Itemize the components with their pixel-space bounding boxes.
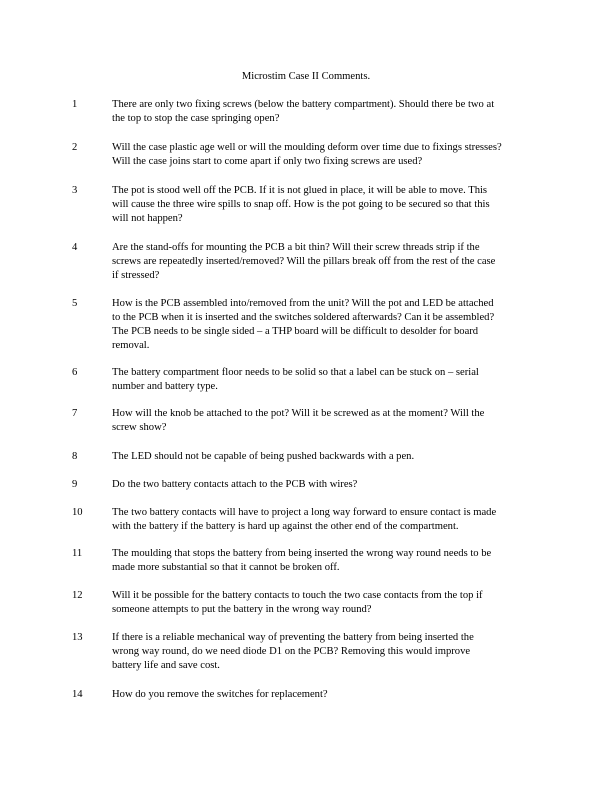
- item-line: wrong way round, do we need diode D1 on the PCB? Removing this would improve: [112, 646, 471, 657]
- item-number: 11: [72, 548, 83, 559]
- item-line: the top to stop the case springing open?: [112, 113, 280, 124]
- item-line: removal.: [112, 340, 150, 351]
- item-line: How will the knob be attached to the pot? Will it be screwed as at the moment? Will the: [112, 408, 485, 419]
- item-number: 6: [72, 367, 78, 378]
- item-line: The battery compartment floor needs to be solid so that a label can be stuck on – serial: [112, 367, 479, 378]
- item-line: How do you remove the switches for replacement?: [112, 689, 328, 700]
- item-number: 3: [72, 185, 78, 196]
- item-line: if stressed?: [112, 270, 160, 281]
- item-line: Will it be possible for the battery contacts to touch the two case contacts from the top if: [112, 590, 483, 601]
- item-text: [112, 631, 542, 673]
- item-line: Are the stand-offs for mounting the PCB a bit thin? Will their screw threads strip if the: [112, 242, 480, 253]
- item-text: [112, 547, 542, 575]
- item-line: The pot is stood well off the PCB. If it is not glued in place, it will be able to move. This: [112, 185, 488, 196]
- item-text: [112, 366, 542, 394]
- item-number: 10: [72, 507, 83, 518]
- item-line: battery life and save cost.: [112, 660, 220, 671]
- item-number: 5: [72, 298, 78, 309]
- item-text: [112, 506, 542, 534]
- item-line: someone attempts to put the battery in the wrong way round?: [112, 604, 372, 615]
- item-number: 12: [72, 590, 83, 601]
- item-number: 7: [72, 408, 78, 419]
- item-line: How is the PCB assembled into/removed from the unit? Will the pot and LED be attached: [112, 298, 494, 309]
- document-title: Microstim Case II Comments.: [241, 71, 371, 82]
- item-text: [112, 141, 542, 169]
- item-line: made more substantial so that it cannot be broken off.: [112, 562, 340, 573]
- item-number: 14: [72, 689, 83, 700]
- item-line: If there is a reliable mechanical way of preventing the battery from being inserted the: [112, 632, 474, 643]
- item-line: The two battery contacts will have to project a long way forward to ensure contact is made: [112, 507, 497, 518]
- item-number: 4: [72, 242, 78, 253]
- item-line: There are only two fixing screws (below the battery compartment). Should there be two at: [112, 99, 495, 110]
- item-line: to the PCB when it is inserted and the switches soldered afterwards? Can it be assembled?: [112, 312, 495, 323]
- item-number: 13: [72, 632, 83, 643]
- item-text: [112, 450, 542, 464]
- item-number: 1: [72, 99, 78, 110]
- item-line: number and battery type.: [112, 381, 218, 392]
- item-number: 9: [72, 479, 78, 490]
- item-line: will not happen?: [112, 213, 183, 224]
- item-line: Do the two battery contacts attach to the PCB with wires?: [112, 479, 358, 490]
- item-text: [112, 589, 542, 617]
- item-text: [112, 478, 542, 492]
- item-line: The PCB needs to be single sided – a THP board will be difficult to desolder for board: [112, 326, 479, 337]
- item-text: [112, 407, 542, 435]
- item-number: 8: [72, 451, 78, 462]
- item-number: 2: [72, 142, 78, 153]
- item-line: Will the case plastic age well or will the moulding deform over time due to fixings stresses?: [112, 142, 502, 153]
- item-line: screws are repeatedly inserted/removed? Will the pillars break off from the rest of the case: [112, 256, 496, 267]
- item-text: [112, 688, 542, 702]
- item-text: [112, 241, 542, 283]
- item-line: The LED should not be capable of being pushed backwards with a pen.: [112, 451, 415, 462]
- item-line: Will the case joins start to come apart if only two fixing screws are used?: [112, 156, 423, 167]
- item-line: The moulding that stops the battery from being inserted the wrong way round needs to be: [112, 548, 492, 559]
- item-line: screw show?: [112, 422, 167, 433]
- item-text: [112, 98, 542, 126]
- item-line: will cause the three wire spills to snap off. How is the pot going to be secured so that this: [112, 199, 490, 210]
- item-text: [112, 184, 542, 226]
- item-line: with the battery if the battery is hard up against the other end of the compartment.: [112, 521, 459, 532]
- item-text: [112, 297, 542, 353]
